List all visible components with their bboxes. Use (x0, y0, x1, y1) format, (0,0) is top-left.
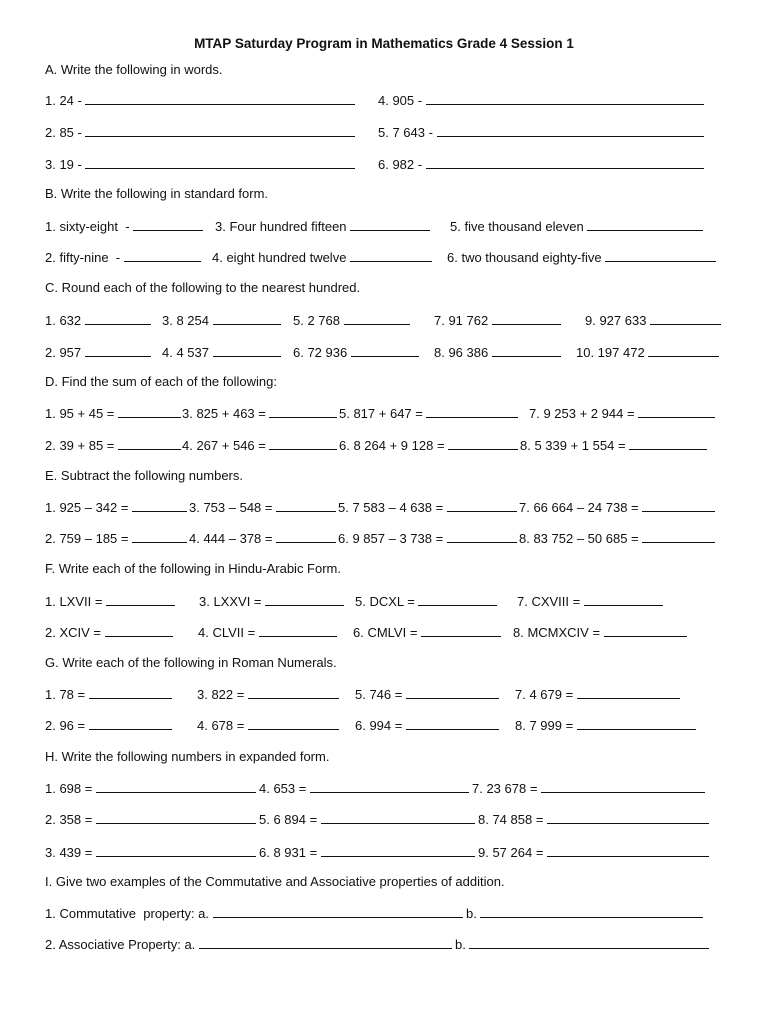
question-label: b. (466, 906, 481, 921)
answer-blank[interactable] (85, 92, 355, 105)
answer-blank[interactable] (577, 686, 680, 699)
answer-blank[interactable] (448, 437, 518, 450)
section-heading-e: E. Subtract the following numbers. (45, 468, 243, 483)
answer-blank[interactable] (105, 624, 173, 637)
question-label: 3. LXXVI = (199, 594, 266, 609)
question-label: 5. 7 583 – 4 638 = (338, 500, 447, 515)
answer-blank[interactable] (96, 780, 256, 793)
question-label: 6. two thousand eighty-five (447, 250, 606, 265)
question-item (45, 593, 175, 610)
question-label: 1. LXVII = (45, 594, 107, 609)
answer-blank[interactable] (648, 344, 719, 357)
question-label: 2. Associative Property: a. (45, 937, 199, 952)
question-label: 7. 66 664 – 24 738 = (519, 500, 643, 515)
question-label: 2. 358 = (45, 812, 96, 827)
question-label: 6. CMLVI = (353, 625, 422, 640)
answer-blank[interactable] (85, 124, 355, 137)
question-item (45, 780, 256, 797)
question-item (182, 405, 337, 422)
question-label: 4. 4 537 (162, 345, 213, 360)
answer-blank[interactable] (492, 344, 561, 357)
question-item (259, 811, 475, 828)
answer-blank[interactable] (259, 624, 337, 637)
question-item (338, 499, 517, 516)
answer-blank[interactable] (213, 905, 463, 918)
question-label: 6. 982 - (378, 157, 426, 172)
question-label: 5. DCXL = (355, 594, 419, 609)
question-label: 1. 925 – 342 = (45, 500, 133, 515)
question-item (162, 344, 281, 361)
question-item (198, 624, 337, 641)
answer-blank[interactable] (213, 312, 281, 325)
answer-blank[interactable] (96, 811, 256, 824)
question-item (45, 344, 151, 361)
question-label: 5. 6 894 = (259, 812, 321, 827)
answer-blank[interactable] (248, 686, 339, 699)
answer-blank[interactable] (321, 811, 475, 824)
question-item (472, 780, 705, 797)
question-item (189, 499, 336, 516)
answer-blank[interactable] (85, 312, 151, 325)
question-label: 1. 632 (45, 313, 85, 328)
answer-blank[interactable] (447, 530, 517, 543)
answer-blank[interactable] (642, 530, 715, 543)
answer-blank[interactable] (421, 624, 501, 637)
question-label: 2. 96 = (45, 718, 89, 733)
answer-blank[interactable] (269, 405, 337, 418)
question-label: 5. 817 + 647 = (339, 406, 427, 421)
question-item (478, 811, 709, 828)
question-label: 5. five thousand eleven (450, 219, 588, 234)
answer-blank[interactable] (406, 686, 499, 699)
question-label: 5. 2 768 (293, 313, 344, 328)
question-item (189, 530, 336, 547)
question-label: b. (455, 937, 470, 952)
section-heading-d: D. Find the sum of each of the following: (45, 374, 277, 389)
question-item (45, 499, 187, 516)
question-label: 1. 78 = (45, 687, 89, 702)
answer-blank[interactable] (106, 593, 175, 606)
answer-blank[interactable] (350, 218, 430, 231)
question-item (197, 686, 339, 703)
question-label: 4. CLVII = (198, 625, 259, 640)
question-label: 3. 439 = (45, 845, 96, 860)
question-label: 6. 72 936 (293, 345, 351, 360)
answer-blank[interactable] (248, 717, 339, 730)
answer-blank[interactable] (638, 405, 715, 418)
answer-blank[interactable] (276, 499, 336, 512)
question-item (338, 530, 517, 547)
question-item (45, 530, 187, 547)
question-label: 3. 825 + 463 = (182, 406, 270, 421)
question-item (45, 905, 463, 922)
question-item (162, 312, 281, 329)
section-heading-c: C. Round each of the following to the nearest hundred. (45, 280, 361, 295)
question-label: 3. 822 = (197, 687, 248, 702)
answer-blank[interactable] (85, 344, 151, 357)
question-item (515, 686, 680, 703)
question-label: 8. 7 999 = (515, 718, 577, 733)
answer-blank[interactable] (426, 92, 704, 105)
answer-blank[interactable] (605, 249, 716, 262)
question-label: 4. 267 + 546 = (182, 438, 270, 453)
question-label: 2. 85 - (45, 125, 86, 140)
question-label: 9. 57 264 = (478, 845, 548, 860)
question-label: 3. 8 254 (162, 313, 213, 328)
answer-blank[interactable] (133, 218, 203, 231)
question-label: 3. Four hundred fifteen (215, 219, 351, 234)
answer-blank[interactable] (132, 499, 187, 512)
question-item (529, 405, 715, 422)
question-label: 8. 5 339 + 1 554 = (520, 438, 630, 453)
question-item (434, 344, 561, 361)
answer-blank[interactable] (199, 936, 452, 949)
question-item (378, 156, 704, 173)
question-item (585, 312, 721, 329)
question-item (478, 844, 709, 861)
question-label: 1. Commutative property: a. (45, 906, 213, 921)
question-item (519, 499, 715, 516)
question-item (378, 124, 704, 141)
question-label: 7. 23 678 = (472, 781, 542, 796)
answer-blank[interactable] (426, 405, 518, 418)
question-item (45, 156, 355, 173)
question-item (355, 593, 497, 610)
question-item (447, 249, 716, 266)
question-item (215, 218, 430, 235)
question-item (576, 344, 719, 361)
question-label: 7. 9 253 + 2 944 = (529, 406, 639, 421)
question-item (339, 405, 518, 422)
question-item (339, 437, 518, 454)
answer-blank[interactable] (547, 811, 709, 824)
question-item (293, 344, 419, 361)
answer-blank[interactable] (650, 312, 721, 325)
answer-blank[interactable] (577, 717, 696, 730)
answer-blank[interactable] (418, 593, 497, 606)
question-label: 3. 753 – 548 = (189, 500, 277, 515)
section-heading-h: H. Write the following numbers in expanded form. (45, 749, 330, 764)
answer-blank[interactable] (132, 530, 187, 543)
question-label: 2. fifty-nine - (45, 250, 124, 265)
question-item (259, 844, 475, 861)
answer-blank[interactable] (89, 717, 172, 730)
question-label: 7. 4 679 = (515, 687, 577, 702)
question-label: 8. 74 858 = (478, 812, 548, 827)
answer-blank[interactable] (604, 624, 687, 637)
question-item (517, 593, 663, 610)
answer-blank[interactable] (426, 156, 704, 169)
question-label: 1. 24 - (45, 93, 86, 108)
question-item (197, 717, 339, 734)
question-item (378, 92, 704, 109)
answer-blank[interactable] (89, 686, 172, 699)
question-label: 7. CXVIII = (517, 594, 584, 609)
question-item (455, 936, 709, 953)
answer-blank[interactable] (437, 124, 704, 137)
question-item (45, 811, 256, 828)
question-item (45, 124, 355, 141)
answer-blank[interactable] (269, 437, 337, 450)
question-item (212, 249, 432, 266)
question-label: 4. 444 – 378 = (189, 531, 277, 546)
question-label: 6. 994 = (355, 718, 406, 733)
question-label: 9. 927 633 (585, 313, 651, 328)
question-item (45, 312, 151, 329)
question-label: 4. 653 = (259, 781, 310, 796)
question-item (513, 624, 687, 641)
answer-blank[interactable] (276, 530, 336, 543)
question-item (450, 218, 703, 235)
question-label: 5. 7 643 - (378, 125, 437, 140)
question-item (466, 905, 703, 922)
question-item (519, 530, 715, 547)
question-label: 4. 678 = (197, 718, 248, 733)
answer-blank[interactable] (587, 218, 703, 231)
question-item (45, 218, 203, 235)
answer-blank[interactable] (447, 499, 517, 512)
answer-blank[interactable] (492, 312, 561, 325)
question-item (45, 249, 201, 266)
question-item (520, 437, 707, 454)
question-item (434, 312, 561, 329)
answer-blank[interactable] (118, 405, 181, 418)
answer-blank[interactable] (213, 344, 281, 357)
question-label: 2. 957 (45, 345, 85, 360)
question-item (353, 624, 501, 641)
question-item (293, 312, 410, 329)
worksheet-title: MTAP Saturday Program in Mathematics Grade 4 Session 1 (194, 36, 574, 51)
question-label: 4. 905 - (378, 93, 426, 108)
question-label: 8. 96 386 (434, 345, 492, 360)
question-label: 6. 8 264 + 9 128 = (339, 438, 449, 453)
question-label: 3. 19 - (45, 157, 86, 172)
question-label: 2. 759 – 185 = (45, 531, 133, 546)
question-item (45, 624, 173, 641)
question-label: 1. 698 = (45, 781, 96, 796)
answer-blank[interactable] (265, 593, 344, 606)
section-heading-i: I. Give two examples of the Commutative and Associative properties of addition. (45, 874, 505, 889)
question-label: 10. 197 472 (576, 345, 649, 360)
answer-blank[interactable] (406, 717, 499, 730)
answer-blank[interactable] (480, 905, 703, 918)
answer-blank[interactable] (85, 156, 355, 169)
question-label: 8. MCMXCIV = (513, 625, 604, 640)
section-heading-g: G. Write each of the following in Roman Numerals. (45, 655, 337, 670)
section-heading-b: B. Write the following in standard form. (45, 186, 269, 201)
question-label: 1. 95 + 45 = (45, 406, 119, 421)
question-label: 4. eight hundred twelve (212, 250, 351, 265)
answer-blank[interactable] (344, 312, 410, 325)
section-heading-a: A. Write the following in words. (45, 62, 223, 77)
answer-blank[interactable] (584, 593, 663, 606)
question-item (45, 686, 172, 703)
answer-blank[interactable] (350, 249, 432, 262)
answer-blank[interactable] (96, 844, 256, 857)
answer-blank[interactable] (351, 344, 419, 357)
question-item (45, 437, 181, 454)
section-heading-f: F. Write each of the following in Hindu-Arabic Form. (45, 561, 341, 576)
question-item (259, 780, 469, 797)
question-item (182, 437, 337, 454)
question-label: 6. 9 857 – 3 738 = (338, 531, 447, 546)
question-item (45, 717, 172, 734)
answer-blank[interactable] (629, 437, 707, 450)
answer-blank[interactable] (469, 936, 709, 949)
answer-blank[interactable] (642, 499, 715, 512)
answer-blank[interactable] (310, 780, 469, 793)
question-label: 8. 83 752 – 50 685 = (519, 531, 643, 546)
answer-blank[interactable] (541, 780, 705, 793)
question-item (199, 593, 344, 610)
answer-blank[interactable] (547, 844, 709, 857)
question-label: 7. 91 762 (434, 313, 492, 328)
answer-blank[interactable] (124, 249, 201, 262)
answer-blank[interactable] (321, 844, 475, 857)
question-item (45, 405, 181, 422)
answer-blank[interactable] (118, 437, 181, 450)
question-item (355, 686, 499, 703)
question-item (45, 844, 256, 861)
question-item (355, 717, 499, 734)
question-label: 6. 8 931 = (259, 845, 321, 860)
question-item (515, 717, 696, 734)
question-label: 5. 746 = (355, 687, 406, 702)
question-label: 1. sixty-eight - (45, 219, 134, 234)
question-item (45, 936, 452, 953)
question-label: 2. 39 + 85 = (45, 438, 119, 453)
question-item (45, 92, 355, 109)
question-label: 2. XCIV = (45, 625, 105, 640)
